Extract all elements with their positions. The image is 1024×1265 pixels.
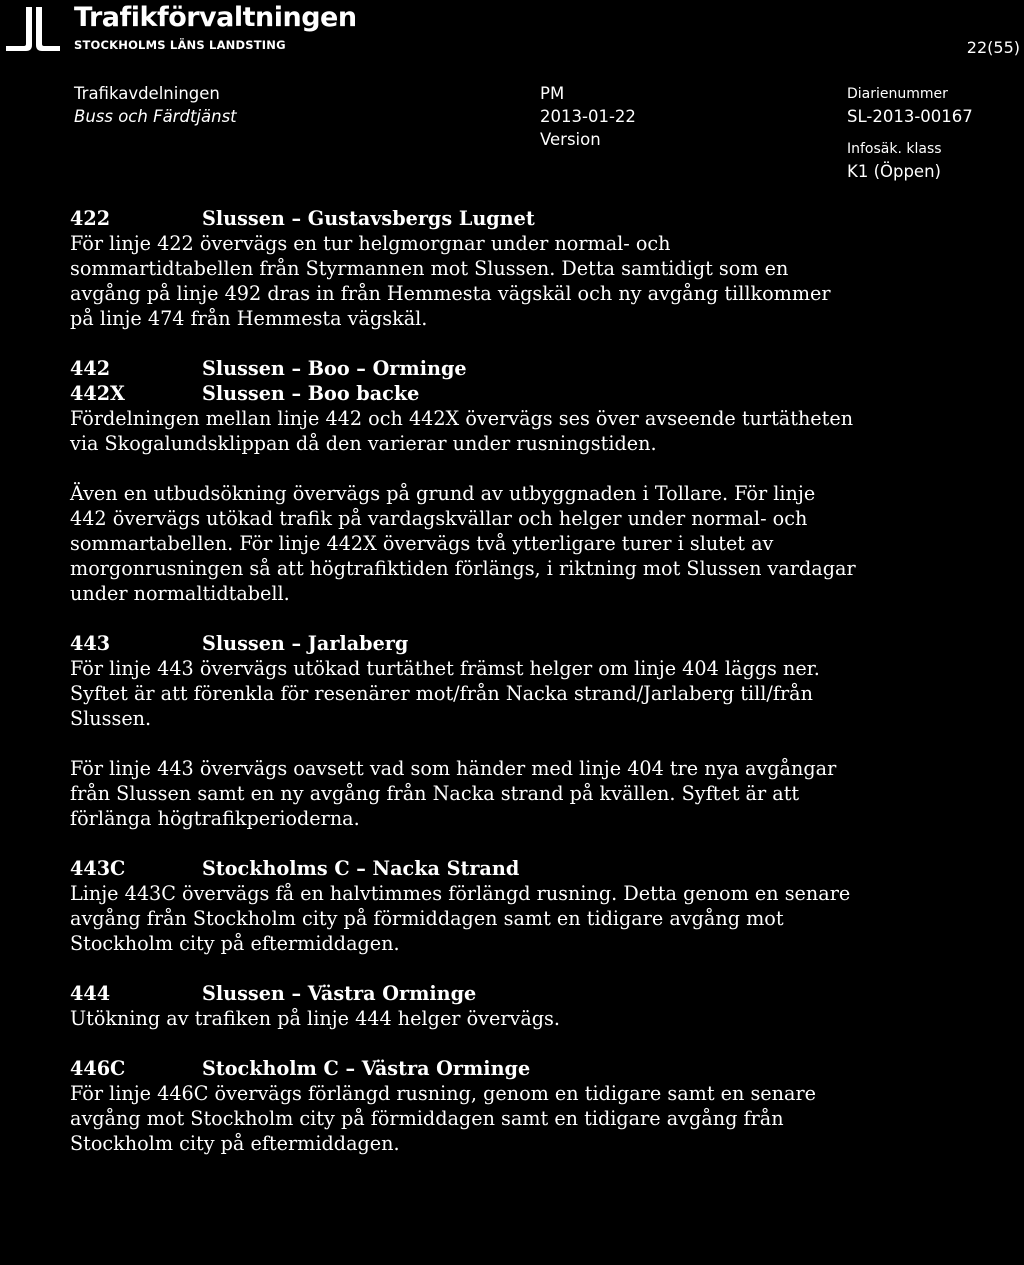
text-line: Utökning av trafiken på linje 444 helger övervägs. xyxy=(70,1007,560,1030)
route-section xyxy=(70,1056,990,1156)
version-label: Version xyxy=(540,130,601,149)
document-type: PM xyxy=(540,84,565,103)
route-code: 443C xyxy=(70,857,126,880)
document-body xyxy=(70,206,990,1181)
route-heading xyxy=(70,356,990,381)
classification-value: K1 (Öppen) xyxy=(847,162,941,181)
text-line: sommartidtabellen från Styrmannen mot Slussen. Detta samtidigt som en xyxy=(70,257,789,280)
text-line: För linje 443 övervägs oavsett vad som händer med linje 404 tre nya avgångar xyxy=(70,757,837,780)
route-code: 442X xyxy=(70,382,125,405)
route-title: Slussen – Gustavsbergs Lugnet xyxy=(202,207,535,230)
route-heading xyxy=(70,381,990,406)
text-line: För linje 422 övervägs en tur helgmorgnar under normal- och xyxy=(70,232,671,255)
text-line: avgång på linje 492 dras in från Hemmesta vägskäl och ny avgång tillkommer xyxy=(70,282,831,305)
text-line: Fördelningen mellan linje 442 och 442X övervägs ses över avseende turtätheten xyxy=(70,407,854,430)
route-heading xyxy=(70,981,990,1006)
document-date: 2013-01-22 xyxy=(540,107,636,126)
text-line: 442 övervägs utökad trafik på vardagskvällar och helger under normal- och xyxy=(70,507,808,530)
route-title: Slussen – Boo backe xyxy=(202,382,420,405)
route-code: 444 xyxy=(70,982,111,1005)
organization-name: Trafikförvaltningen xyxy=(74,2,357,33)
text-line: via Skogalundsklippan då den varierar under rusningstiden. xyxy=(70,432,657,455)
text-line: Linje 443C övervägs få en halvtimmes förlängd rusning. Detta genom en senare xyxy=(70,882,851,905)
text-line: Syftet är att förenkla för resenärer mot/från Nacka strand/Jarlaberg till/från xyxy=(70,682,813,705)
route-section xyxy=(70,856,990,956)
route-code: 422 xyxy=(70,207,111,230)
organization-logo xyxy=(6,5,62,53)
route-title: Slussen – Jarlaberg xyxy=(202,632,409,655)
route-title: Slussen – Västra Orminge xyxy=(202,982,477,1005)
diary-number-label: Diarienummer xyxy=(847,86,948,102)
route-section xyxy=(70,631,990,831)
route-code: 446C xyxy=(70,1057,126,1080)
route-code: 443 xyxy=(70,632,111,655)
route-heading xyxy=(70,1056,990,1081)
text-line: från Slussen samt en ny avgång från Nacka strand på kvällen. Syftet är att xyxy=(70,782,800,805)
text-line: Slussen. xyxy=(70,707,152,730)
text-line: morgonrusningen så att högtrafiktiden förlängs, i riktning mot Slussen vardagar xyxy=(70,557,856,580)
route-section xyxy=(70,356,990,606)
unit-name: Buss och Färdtjänst xyxy=(74,107,237,126)
classification-label: Infosäk. klass xyxy=(847,141,942,157)
text-line: Stockholm city på eftermiddagen. xyxy=(70,932,400,955)
route-heading xyxy=(70,206,990,231)
route-section xyxy=(70,981,990,1031)
text-line: under normaltidtabell. xyxy=(70,582,290,605)
text-line: sommartabellen. För linje 442X övervägs två ytterligare turer i slutet av xyxy=(70,532,774,555)
route-section xyxy=(70,206,990,331)
text-line: Stockholm city på eftermiddagen. xyxy=(70,1132,400,1155)
route-heading xyxy=(70,631,990,656)
text-line: på linje 474 från Hemmesta vägskäl. xyxy=(70,307,428,330)
route-title: Stockholm C – Västra Orminge xyxy=(202,1057,531,1080)
department: Trafikavdelningen xyxy=(74,84,220,103)
text-line: förlänga högtrafikperioderna. xyxy=(70,807,360,830)
route-code: 442 xyxy=(70,357,111,380)
organization-subtitle: STOCKHOLMS LÄNS LANDSTING xyxy=(74,38,286,52)
text-line: Även en utbudsökning övervägs på grund av utbyggnaden i Tollare. För linje xyxy=(70,482,816,505)
page-number: 22(55) xyxy=(966,38,1020,57)
route-title: Slussen – Boo – Orminge xyxy=(202,357,467,380)
route-title: Stockholms C – Nacka Strand xyxy=(202,857,520,880)
text-line: avgång mot Stockholm city på förmiddagen samt en tidigare avgång från xyxy=(70,1107,784,1130)
route-heading xyxy=(70,856,990,881)
text-line: avgång från Stockholm city på förmiddagen samt en tidigare avgång mot xyxy=(70,907,784,930)
diary-number: SL-2013-00167 xyxy=(847,107,973,126)
text-line: För linje 443 övervägs utökad turtäthet främst helger om linje 404 läggs ner. xyxy=(70,657,820,680)
text-line: För linje 446C övervägs förlängd rusning, genom en tidigare samt en senare xyxy=(70,1082,816,1105)
